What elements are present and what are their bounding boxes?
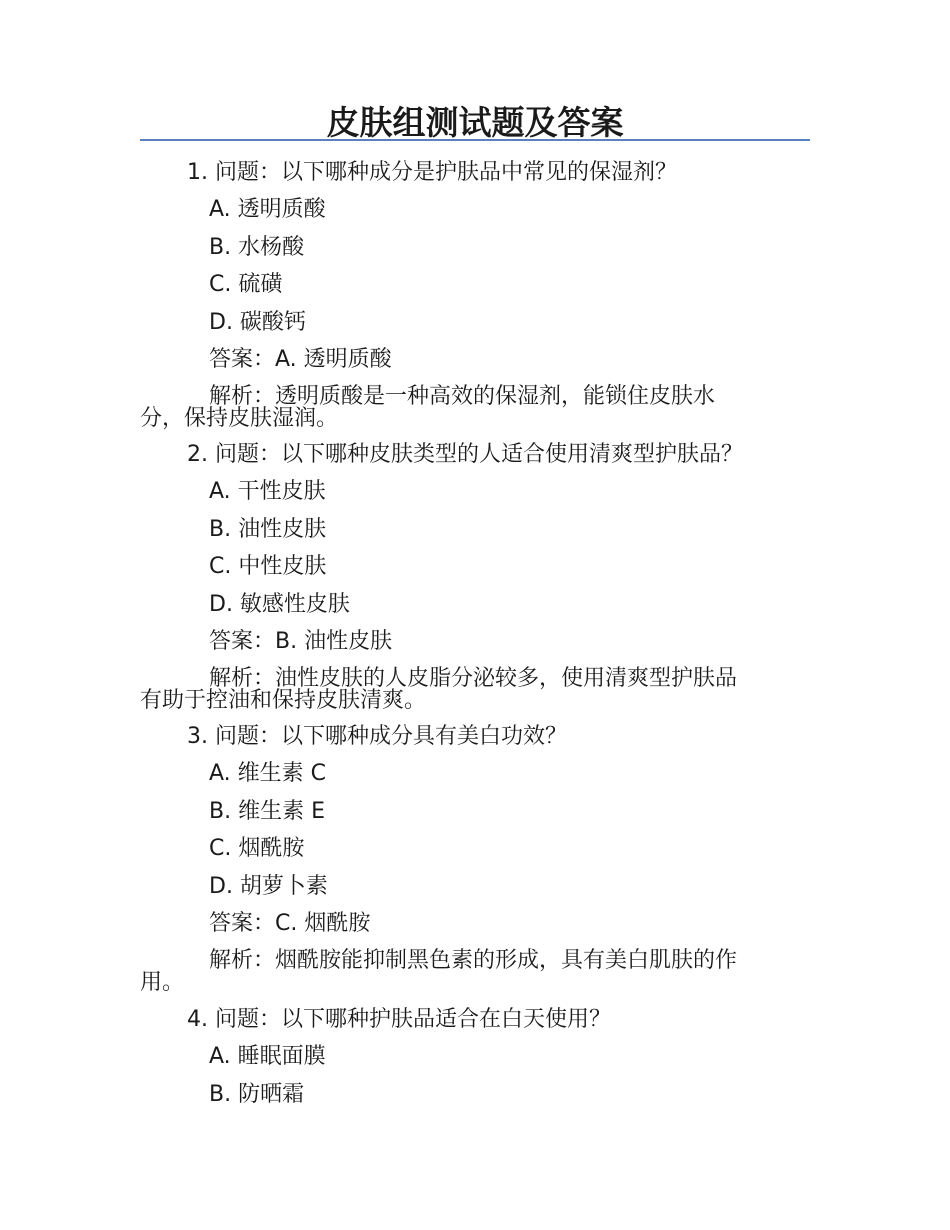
question-text: 3. 问题：以下哪种成分具有美白功效？ xyxy=(187,724,567,749)
option-b: B. 水杨酸 xyxy=(209,235,305,260)
option-b: B. 防晒霜 xyxy=(209,1082,305,1107)
option-a: A. 维生素 C xyxy=(209,761,327,786)
explanation-line-2: 有助于控油和保持皮肤清爽。 xyxy=(140,688,427,713)
option-b: B. 油性皮肤 xyxy=(209,517,327,542)
option-d: D. 胡萝卜素 xyxy=(209,874,328,899)
option-c: C. 硫磺 xyxy=(209,272,283,297)
explanation-line-1: 解析：油性皮肤的人皮脂分泌较多，使用清爽型护肤品 xyxy=(209,666,738,691)
title-underline xyxy=(140,139,810,141)
option-d: D. 敏感性皮肤 xyxy=(209,592,350,617)
option-a: A. 干性皮肤 xyxy=(209,479,326,504)
answer-text: 答案：A. 透明质酸 xyxy=(209,347,392,372)
answer-text: 答案：C. 烟酰胺 xyxy=(209,911,371,936)
answer-text: 答案：B. 油性皮肤 xyxy=(209,629,393,654)
question-text: 2. 问题：以下哪种皮肤类型的人适合使用清爽型护肤品？ xyxy=(187,442,743,467)
question-text: 1. 问题：以下哪种成分是护肤品中常见的保湿剂？ xyxy=(187,160,677,185)
question-text: 4. 问题：以下哪种护肤品适合在白天使用？ xyxy=(187,1007,611,1032)
option-b: B. 维生素 E xyxy=(209,799,325,824)
option-c: C. 烟酰胺 xyxy=(209,836,305,861)
option-c: C. 中性皮肤 xyxy=(209,554,327,579)
explanation-line-1: 解析：透明质酸是一种高效的保湿剂，能锁住皮肤水 xyxy=(209,384,716,409)
explanation-line-1: 解析：烟酰胺能抑制黑色素的形成，具有美白肌肤的作 xyxy=(209,948,738,973)
option-a: A. 睡眠面膜 xyxy=(209,1044,326,1069)
option-a: A. 透明质酸 xyxy=(209,197,326,222)
option-d: D. 碳酸钙 xyxy=(209,310,306,335)
document-title: 皮肤组测试题及答案 xyxy=(326,103,624,142)
explanation-line-2: 用。 xyxy=(140,970,185,995)
explanation-line-2: 分，保持皮肤湿润。 xyxy=(140,406,339,431)
